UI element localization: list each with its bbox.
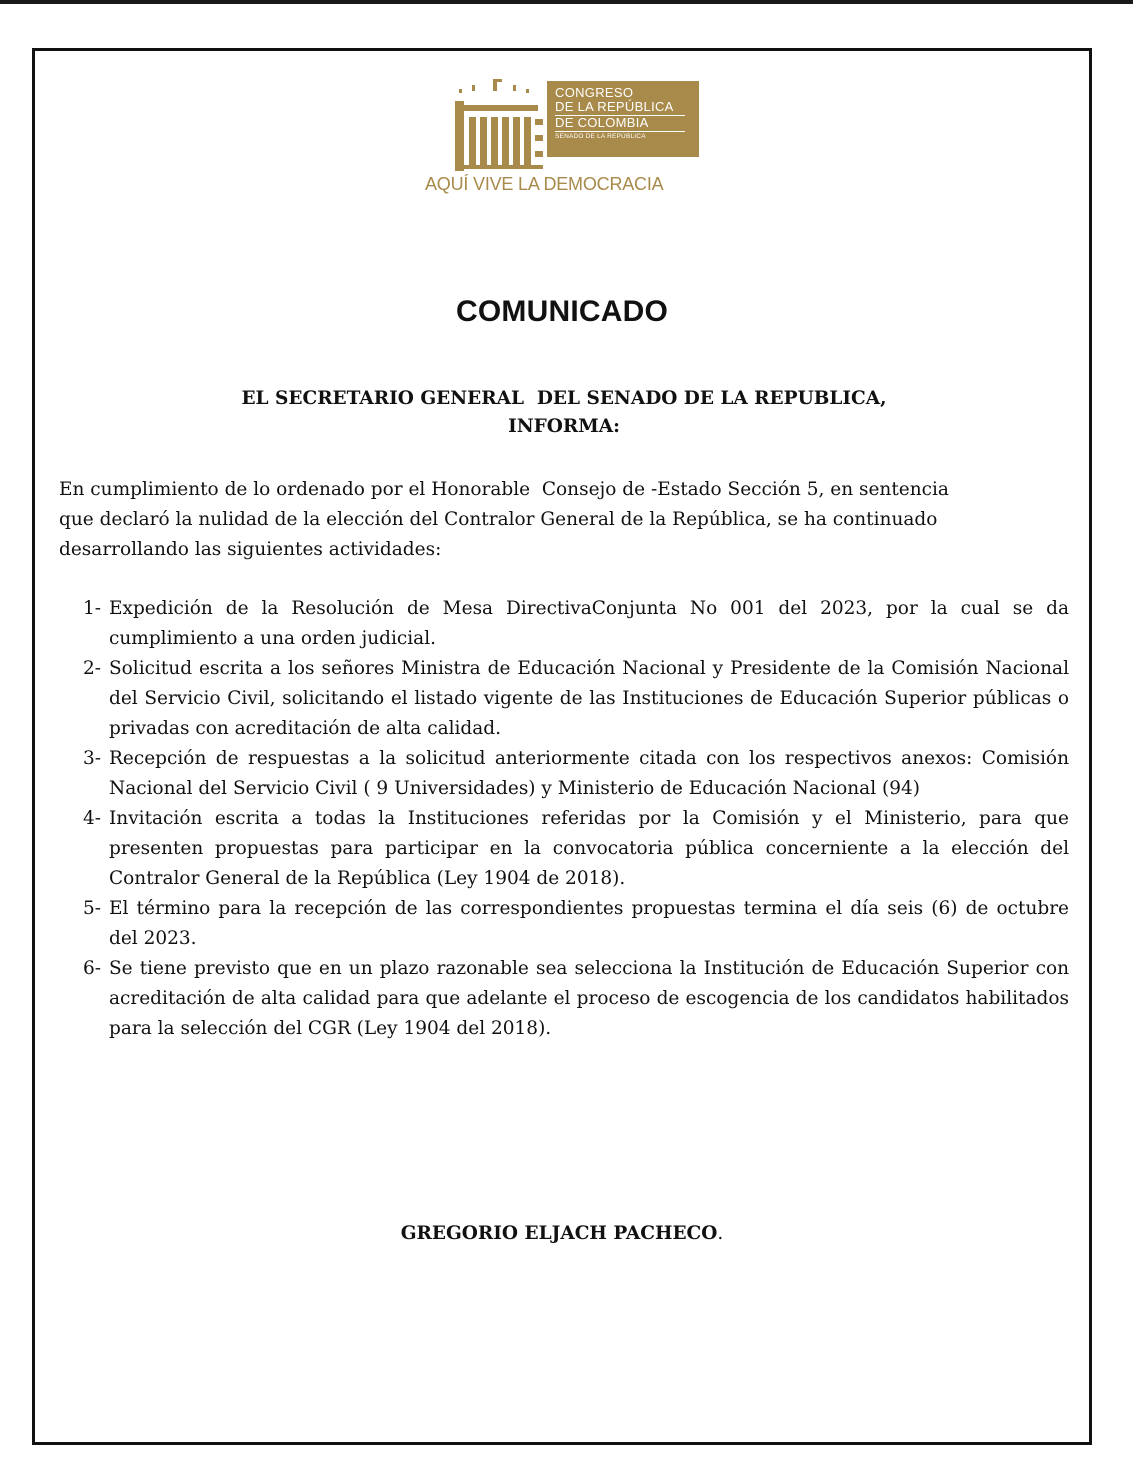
list-item — [83, 594, 1069, 654]
list-item-text: Invitación escrita a todas la Instituciones referidas por la Comisión y el Ministerio, para que presenten propuestas para participar en la convocatoria pública concerniente a la elección del Contralor General de la República (Ley 1904 de 2018). — [109, 808, 1069, 889]
list-item — [83, 654, 1069, 744]
list-item-text: Expedición de la Resolución de Mesa DirectivaConjunta No 001 del 2023, por la cual se da cumplimiento a una orden judicial. — [109, 598, 1069, 649]
document-title: COMUNICADO — [456, 295, 668, 328]
top-edge-rule — [0, 0, 1133, 4]
list-item — [83, 804, 1069, 894]
intro-line: En cumplimiento de lo ordenado por el Honorable Consejo de -Estado Sección 5, en sentencia — [59, 479, 949, 500]
signature-punctuation: . — [717, 1223, 724, 1244]
logo-line-republica: DE LA REPÚBLICA — [555, 100, 685, 116]
list-item — [83, 954, 1069, 1044]
intro-line: desarrollando las siguientes actividades: — [59, 539, 442, 560]
list-item-number: 5- — [83, 898, 102, 919]
document-subtitle — [35, 385, 1093, 441]
intro-paragraph — [59, 475, 1071, 565]
list-item-number: 1- — [83, 598, 102, 619]
subtitle-line-1: EL SECRETARIO GENERAL DEL SENADO DE LA REPUBLICA, — [241, 388, 887, 409]
capitol-emblem-icon — [419, 79, 547, 171]
logo-name-plate — [547, 81, 699, 157]
list-item-number: 4- — [83, 808, 102, 829]
list-item — [83, 744, 1069, 804]
list-item-number: 6- — [83, 958, 102, 979]
document-frame — [32, 48, 1092, 1445]
signature — [35, 1223, 1089, 1244]
list-item-text: Solicitud escrita a los señores Ministra de Educación Nacional y Presidente de la Comisión Nacional del Servicio Civil, solicitando el listado vigente de las Instituciones de Educación Superior públicas o privadas con acreditación de alta calidad. — [109, 658, 1069, 739]
subtitle-line-2: INFORMA: — [508, 416, 620, 437]
logo-tagline: AQUÍ VIVE LA DEMOCRACIA — [425, 174, 664, 194]
logo-line-colombia: DE COLOMBIA — [555, 116, 685, 132]
logo-line-senado: SENADO DE LA REPÚBLICA — [555, 133, 646, 140]
list-item-text: Recepción de respuestas a la solicitud anteriormente citada con los respectivos anexos: Comisión Nacional del Servicio Civil ( 9 Universidades) y Ministerio de Educación Nacional (94) — [109, 748, 1069, 799]
list-item-text: El término para la recepción de las correspondientes propuestas termina el día seis (6) de octubre del 2023. — [109, 898, 1069, 949]
intro-line: que declaró la nulidad de la elección del Contralor General de la República, se ha continuado — [59, 509, 938, 530]
list-item-text: Se tiene previsto que en un plazo razonable sea selecciona la Institución de Educación Superior con acreditación de alta calidad para que adelante el proceso de escogencia de los candidatos habilitados para la selección del CGR (Ley 1904 del 2018). — [109, 958, 1069, 1039]
list-item-number: 3- — [83, 748, 102, 769]
list-item — [83, 894, 1069, 954]
congress-logo — [419, 79, 709, 199]
logo-line-congreso: CONGRESO — [555, 85, 634, 100]
signature-name: GREGORIO ELJACH PACHECO — [400, 1223, 718, 1244]
list-item-number: 2- — [83, 658, 102, 679]
activities-list — [83, 594, 1069, 1044]
